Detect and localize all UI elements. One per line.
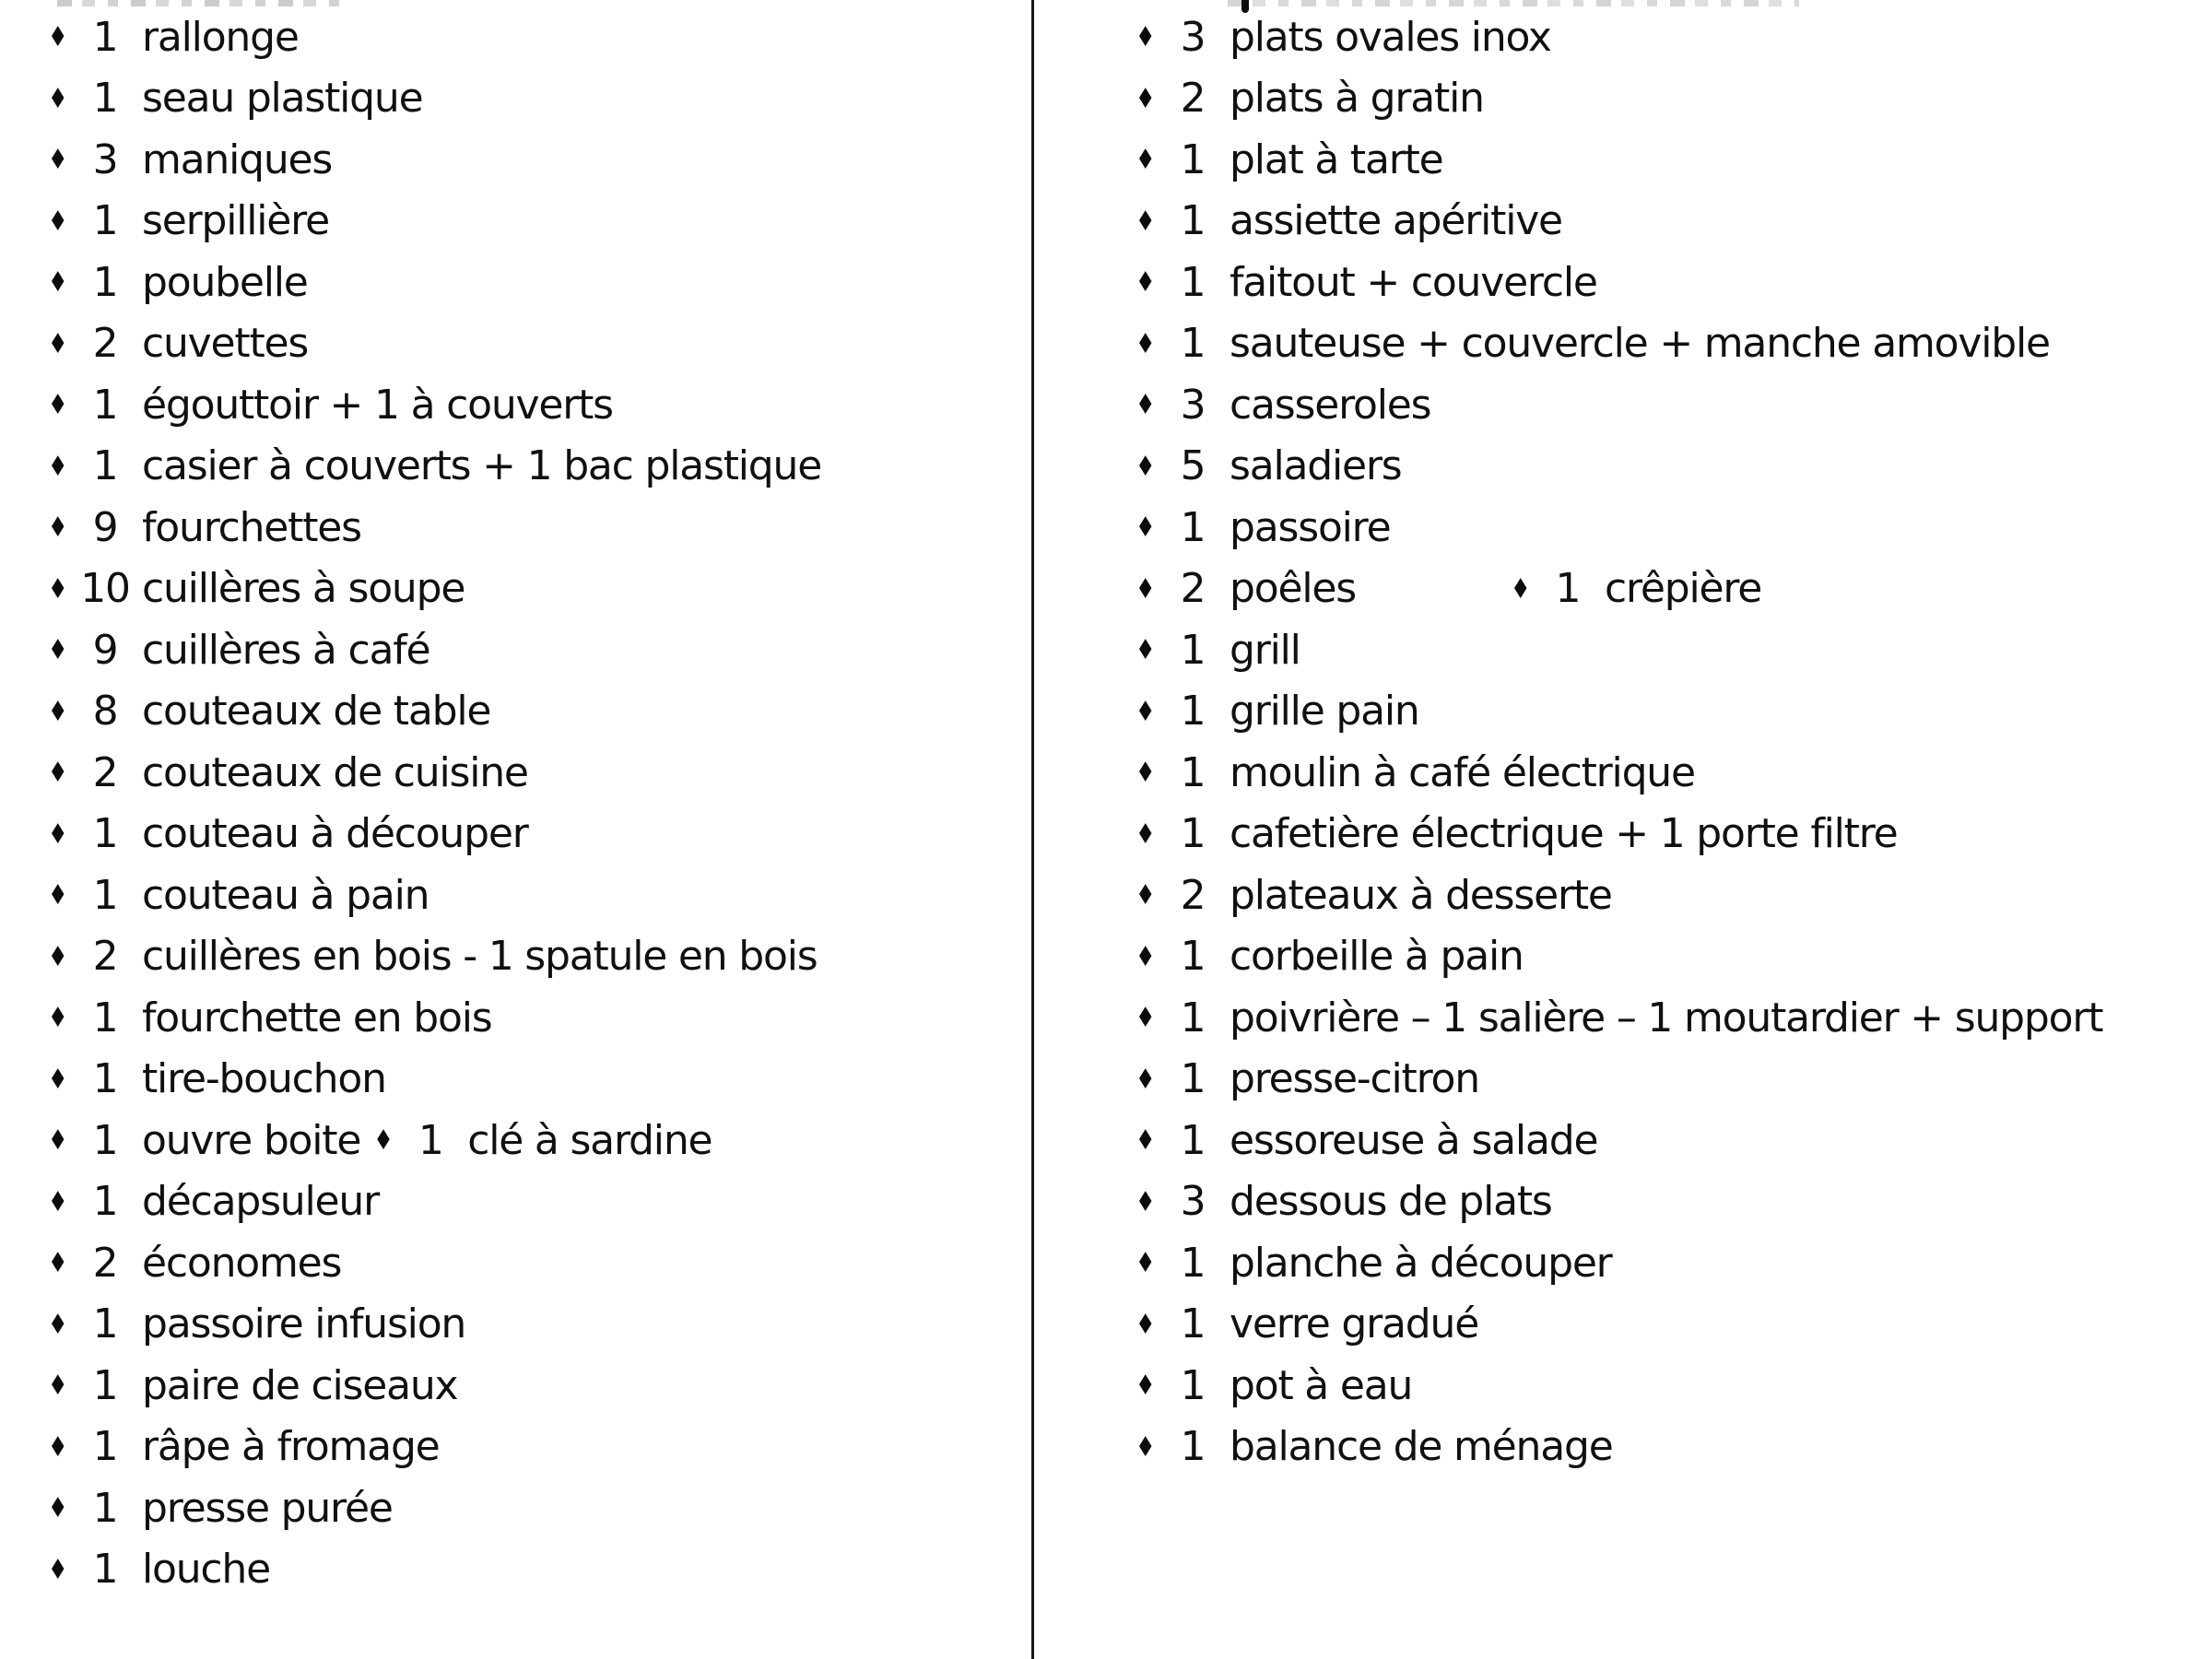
item-label: tire-bouchon	[142, 1055, 386, 1103]
item-quantity: 10	[80, 565, 130, 613]
item-quantity: 9	[92, 626, 118, 674]
diamond-bullet-icon: ♦	[1135, 1430, 1156, 1464]
list-item	[1135, 436, 2205, 498]
diamond-bullet-icon: ♦	[48, 940, 68, 973]
diamond-bullet-icon: ♦	[48, 633, 68, 666]
diamond-bullet-icon: ♦	[48, 695, 68, 728]
item-quantity: 9	[92, 503, 118, 551]
diamond-bullet-icon: ♦	[48, 82, 68, 115]
list-item	[1135, 252, 2205, 313]
item-label: moulin à café électrique	[1230, 748, 1695, 796]
list-item	[48, 926, 1025, 988]
list-item	[1135, 619, 2205, 681]
item-quantity: 2	[92, 933, 118, 981]
list-item	[1135, 191, 2205, 253]
diamond-bullet-icon: ♦	[48, 327, 68, 360]
diamond-bullet-icon: ♦	[1135, 82, 1156, 115]
diamond-bullet-icon: ♦	[1135, 205, 1156, 238]
list-item	[1135, 559, 2205, 620]
item-quantity: 8	[92, 688, 118, 735]
list-item	[48, 619, 1025, 681]
item-quantity: 2	[1180, 871, 1206, 919]
list-item	[1135, 68, 2205, 130]
list-item	[48, 436, 1025, 498]
item-quantity: 1	[418, 1116, 443, 1164]
list-item	[48, 374, 1025, 436]
diamond-bullet-icon: ♦	[48, 1246, 68, 1279]
diamond-bullet-icon: ♦	[48, 1124, 68, 1157]
item-quantity: 2	[1180, 75, 1206, 123]
item-label: essoreuse à salade	[1230, 1116, 1598, 1164]
diamond-bullet-icon: ♦	[48, 1491, 68, 1524]
list-item	[1135, 1232, 2205, 1294]
item-quantity: 1	[1180, 810, 1206, 858]
diamond-bullet-icon: ♦	[1135, 1246, 1156, 1279]
item-quantity: 1	[1180, 748, 1206, 796]
item-quantity: 2	[1180, 565, 1206, 613]
item-quantity: 1	[1180, 1055, 1206, 1103]
diamond-bullet-icon: ♦	[1135, 818, 1156, 851]
item-label: plats à gratin	[1230, 75, 1484, 123]
item-quantity: 3	[1180, 381, 1206, 429]
item-label: presse-citron	[1230, 1055, 1479, 1103]
diamond-bullet-icon: ♦	[48, 1063, 68, 1096]
item-label: grille pain	[1230, 688, 1419, 735]
list-item	[1135, 1171, 2205, 1233]
diamond-bullet-icon: ♦	[1135, 878, 1156, 912]
diamond-bullet-icon: ♦	[48, 1308, 68, 1341]
item-label: corbeille à pain	[1230, 933, 1524, 981]
list-item	[48, 742, 1025, 804]
diamond-bullet-icon: ♦	[48, 511, 68, 544]
list-item	[1135, 681, 2205, 743]
list-item	[1135, 1294, 2205, 1356]
item-label: poubelle	[142, 258, 308, 306]
list-item	[1135, 742, 2205, 804]
diamond-bullet-icon: ♦	[1135, 1185, 1156, 1218]
item-label: cuvettes	[142, 320, 309, 368]
item-label: saladiers	[1230, 442, 1402, 490]
diamond-bullet-icon: ♦	[1135, 327, 1156, 360]
item-quantity: 1	[1180, 626, 1206, 674]
left-group-cutlery-utensils	[48, 436, 1025, 1601]
list-item	[48, 1539, 1025, 1601]
item-quantity: 1	[92, 442, 118, 490]
list-item	[1135, 1110, 2205, 1171]
item-label: grill	[1230, 626, 1300, 674]
item-quantity: 1	[92, 1546, 118, 1594]
item-label: couteau à pain	[142, 871, 429, 919]
item-label: fourchette en bois	[142, 994, 492, 1041]
list-item	[48, 559, 1025, 620]
item-quantity: 2	[92, 748, 118, 796]
item-label: dessous de plats	[1230, 1178, 1552, 1226]
item-quantity: 1	[92, 994, 118, 1041]
diamond-bullet-icon: ♦	[1135, 940, 1156, 973]
diamond-bullet-icon: ♦	[1135, 1063, 1156, 1096]
item-quantity: 1	[1180, 503, 1206, 551]
diamond-bullet-icon: ♦	[48, 1185, 68, 1218]
item-quantity: 1	[92, 197, 118, 245]
item-label: serpillière	[142, 197, 329, 245]
item-quantity: 3	[92, 135, 118, 183]
item-quantity: 1	[92, 1484, 118, 1532]
list-item	[48, 1171, 1025, 1233]
item-label: économes	[142, 1239, 342, 1287]
column-left	[48, 6, 1025, 1600]
list-item	[48, 1232, 1025, 1294]
diamond-bullet-icon: ♦	[48, 205, 68, 238]
diamond-bullet-icon: ♦	[1135, 633, 1156, 666]
list-item	[1135, 129, 2205, 191]
item-label: casseroles	[1230, 381, 1431, 429]
list-item	[1135, 374, 2205, 436]
item-label: cafetière électrique + 1 porte filtre	[1230, 810, 1898, 858]
item-label: plats ovales inox	[1230, 13, 1551, 61]
list-item	[48, 1294, 1025, 1356]
item-label: fourchettes	[142, 503, 361, 551]
diamond-bullet-icon: ♦	[1135, 265, 1156, 299]
diamond-bullet-icon: ♦	[48, 388, 68, 421]
list-item	[1135, 865, 2205, 926]
item-label: rallonge	[142, 13, 299, 61]
column-divider-line	[1031, 0, 1034, 1659]
item-label: sauteuse + couvercle + manche amovible	[1230, 320, 2050, 368]
diamond-bullet-icon: ♦	[48, 265, 68, 299]
list-item	[1135, 926, 2205, 988]
diamond-bullet-icon: ♦	[1135, 1001, 1156, 1034]
item-label: cuillères en bois - 1 spatule en bois	[142, 933, 818, 981]
item-quantity: 1	[1180, 688, 1206, 735]
list-item	[1135, 1049, 2205, 1111]
item-quantity: 1	[92, 258, 118, 306]
list-item	[1135, 804, 2205, 865]
diamond-bullet-icon: ♦	[1135, 1369, 1156, 1402]
item-quantity: 1	[1180, 994, 1206, 1041]
diamond-bullet-icon: ♦	[1135, 1308, 1156, 1341]
item-quantity: 1	[1180, 135, 1206, 183]
item-quantity: 1	[1180, 258, 1206, 306]
list-item	[1135, 6, 2205, 68]
list-item	[1135, 497, 2205, 559]
item-quantity: 1	[1180, 1300, 1206, 1348]
item-quantity: 3	[1180, 13, 1206, 61]
item-label: assiette apéritive	[1230, 197, 1562, 245]
item-label: seau plastique	[142, 75, 423, 123]
list-item	[48, 1477, 1025, 1539]
item-label: crêpière	[1604, 565, 1762, 613]
item-quantity: 1	[92, 1423, 118, 1471]
list-item	[48, 1417, 1025, 1478]
item-quantity: 1	[1180, 1361, 1206, 1409]
list-item	[48, 681, 1025, 743]
diamond-bullet-icon: ♦	[48, 878, 68, 912]
item-label: râpe à fromage	[142, 1423, 440, 1471]
list-item	[48, 987, 1025, 1049]
item-label: pot à eau	[1230, 1361, 1413, 1409]
item-label: presse purée	[142, 1484, 393, 1532]
item-quantity: 5	[1180, 442, 1206, 490]
item-label: égouttoir + 1 à couverts	[142, 381, 613, 429]
diamond-bullet-icon: ♦	[373, 1124, 394, 1157]
cutoff-text-fragment-right	[1228, 0, 1799, 6]
item-quantity: 1	[92, 381, 118, 429]
item-label: couteaux de cuisine	[142, 748, 528, 796]
item-quantity: 1	[92, 1055, 118, 1103]
diamond-bullet-icon: ♦	[1135, 143, 1156, 176]
list-item	[1135, 1355, 2205, 1417]
diamond-bullet-icon: ♦	[1135, 695, 1156, 728]
item-label: clé à sardine	[467, 1116, 712, 1164]
item-label: couteaux de table	[142, 688, 491, 735]
item-label: verre gradué	[1230, 1300, 1479, 1348]
item-quantity: 1	[92, 871, 118, 919]
diamond-bullet-icon: ♦	[48, 143, 68, 176]
item-quantity: 1	[1180, 933, 1206, 981]
item-label: casier à couverts + 1 bac plastique	[142, 442, 822, 490]
diamond-bullet-icon: ♦	[1135, 511, 1156, 544]
right-group-dishes	[1135, 6, 2205, 252]
diamond-bullet-icon: ♦	[48, 756, 68, 789]
diamond-bullet-icon: ♦	[1135, 388, 1156, 421]
item-quantity: 1	[92, 1116, 118, 1164]
item-quantity: 1	[92, 1300, 118, 1348]
item-label: passoire infusion	[142, 1300, 466, 1348]
item-quantity: 2	[92, 320, 118, 368]
right-group-cookware-appliances	[1135, 252, 2205, 1477]
item-label: maniques	[142, 135, 333, 183]
item-label: faitout + couvercle	[1230, 258, 1597, 306]
list-item	[48, 6, 1025, 68]
list-item	[48, 68, 1025, 130]
diamond-bullet-icon: ♦	[48, 1430, 68, 1464]
left-group-cleaning	[48, 6, 1025, 436]
item-quantity: 1	[92, 810, 118, 858]
item-label: balance de ménage	[1230, 1423, 1613, 1471]
diamond-bullet-icon: ♦	[1135, 1124, 1156, 1157]
item-quantity: 1	[1180, 320, 1206, 368]
item-quantity: 1	[1180, 1239, 1206, 1287]
item-quantity: 1	[92, 1361, 118, 1409]
column-right	[1135, 6, 2205, 1477]
list-item	[48, 129, 1025, 191]
diamond-bullet-icon: ♦	[1135, 572, 1156, 606]
diamond-bullet-icon: ♦	[48, 1553, 68, 1586]
item-label: plateaux à desserte	[1230, 871, 1612, 919]
diamond-bullet-icon: ♦	[48, 818, 68, 851]
item-quantity: 1	[1180, 1423, 1206, 1471]
item-quantity: 1	[92, 1178, 118, 1226]
list-item	[1135, 987, 2205, 1049]
list-item	[48, 497, 1025, 559]
list-item	[48, 804, 1025, 865]
item-label: passoire	[1230, 503, 1391, 551]
item-quantity: 3	[1180, 1178, 1206, 1226]
item-label: paire de ciseaux	[142, 1361, 458, 1409]
item-quantity: 1	[1555, 565, 1581, 613]
item-label: plat à tarte	[1230, 135, 1443, 183]
list-item	[48, 1355, 1025, 1417]
diamond-bullet-icon: ♦	[1135, 450, 1156, 483]
item-quantity: 1	[1180, 1116, 1206, 1164]
list-item	[1135, 1417, 2205, 1478]
list-item	[48, 191, 1025, 253]
item-label: cuillères à soupe	[142, 565, 465, 613]
list-item	[48, 313, 1025, 375]
diamond-bullet-icon: ♦	[1510, 572, 1531, 606]
item-label: poivrière – 1 salière – 1 moutardier + support	[1230, 994, 2103, 1041]
item-label: couteau à découper	[142, 810, 528, 858]
item-label: planche à découper	[1230, 1239, 1612, 1287]
item-label: cuillères à café	[142, 626, 430, 674]
item-label: ouvre boite	[142, 1116, 361, 1164]
list-item	[48, 865, 1025, 926]
list-item	[1135, 313, 2205, 375]
item-label: poêles	[1230, 565, 1356, 613]
diamond-bullet-icon: ♦	[1135, 756, 1156, 789]
diamond-bullet-icon: ♦	[48, 1001, 68, 1034]
diamond-bullet-icon: ♦	[48, 450, 68, 483]
list-item	[48, 1049, 1025, 1111]
diamond-bullet-icon: ♦	[1135, 20, 1156, 53]
item-quantity: 1	[92, 75, 118, 123]
diamond-bullet-icon: ♦	[48, 20, 68, 53]
list-item	[48, 1110, 1025, 1171]
diamond-bullet-icon: ♦	[48, 1369, 68, 1402]
diamond-bullet-icon: ♦	[48, 572, 68, 606]
item-label: décapsuleur	[142, 1178, 379, 1226]
item-quantity: 1	[1180, 197, 1206, 245]
item-quantity: 2	[92, 1239, 118, 1287]
item-quantity: 1	[92, 13, 118, 61]
list-item	[48, 252, 1025, 313]
item-label: louche	[142, 1546, 270, 1594]
cutoff-text-fragment-left	[57, 0, 352, 6]
